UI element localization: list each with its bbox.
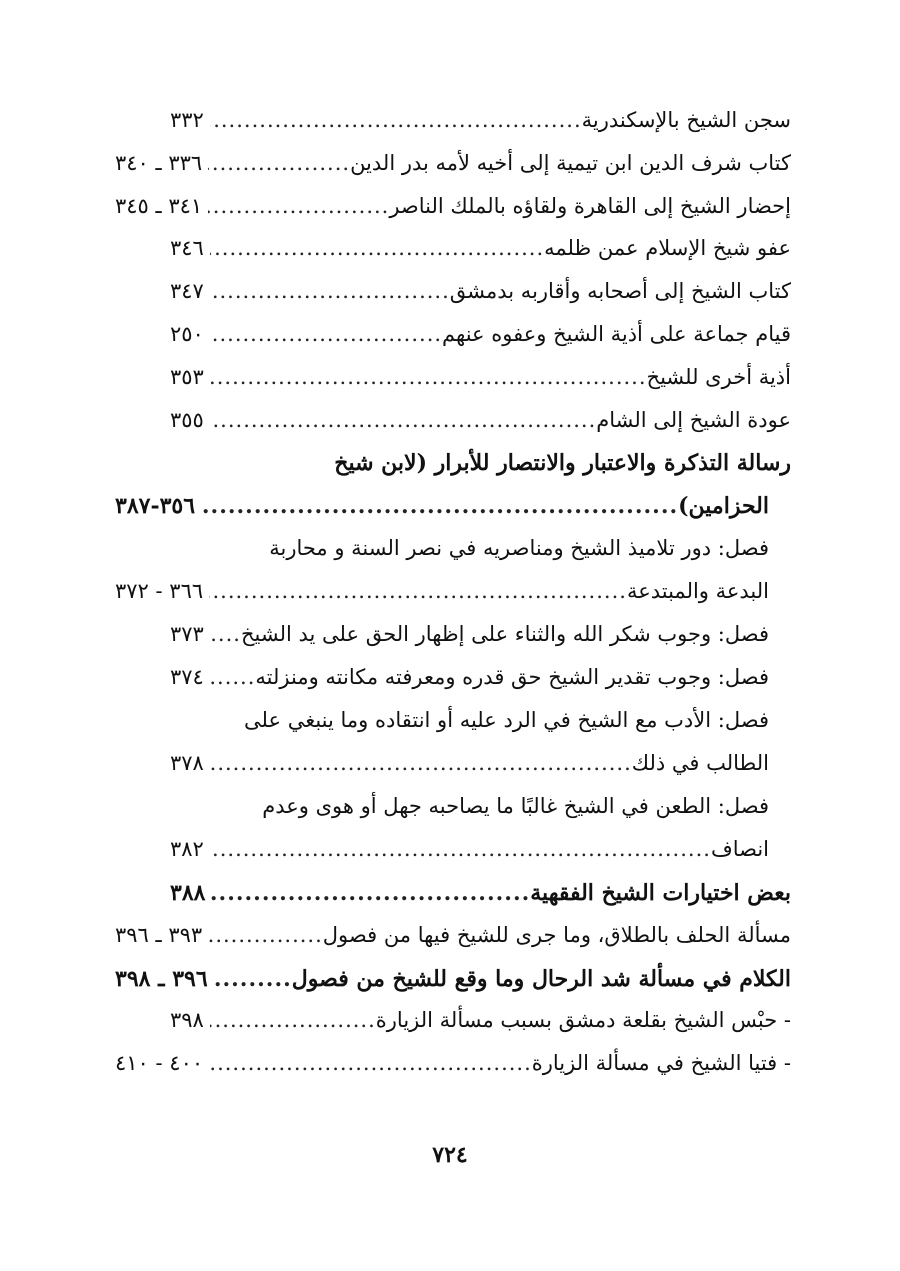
toc-entry	[115, 365, 791, 408]
toc-entry-pages: ٣٥٦-٣٨٧	[115, 493, 196, 520]
toc-entry-pages: ٣٩٣ ـ ٣٩٦	[115, 922, 203, 947]
toc-entry-title: قيام جماعة على أذية الشيخ وعفوه عنهم	[442, 321, 791, 346]
toc-entry	[115, 880, 791, 923]
toc-entry-title-continued: انصاف	[710, 836, 769, 861]
toc-entry	[115, 966, 791, 1009]
toc-entry	[115, 236, 791, 279]
table-of-contents	[115, 108, 791, 1094]
toc-entry-pages: ٣٨٢	[170, 836, 204, 861]
leader-dots	[214, 966, 292, 992]
toc-entry	[115, 665, 791, 708]
leader-dots	[210, 408, 596, 432]
toc-entry-title-continued: البدعة والمبتدعة	[626, 579, 769, 604]
leader-dots	[210, 279, 450, 303]
leader-dots	[211, 880, 530, 906]
toc-entry	[115, 408, 791, 451]
toc-entry	[115, 1008, 791, 1051]
toc-entry-title: فصل: الأدب مع الشيخ في الرد عليه أو انتقاده وما ينبغي على	[244, 707, 769, 732]
toc-entry	[115, 1051, 791, 1094]
toc-entry-pages: ٣٨٨	[170, 879, 206, 906]
toc-entry-title: فصل: الطعن في الشيخ غالبًا ما يصاحبه جهل أو هوى وعدم	[262, 793, 769, 818]
toc-entry	[115, 622, 791, 665]
toc-entry-title: رسالة التذكرة والاعتبار والانتصار للأبرار (لابن شيخ	[334, 450, 791, 477]
leader-dots	[210, 322, 442, 346]
toc-entry-line	[115, 493, 791, 536]
leader-dots	[208, 923, 323, 947]
toc-entry-title: الكلام في مسألة شد الرحال وما وقع للشيخ من فصول	[291, 965, 791, 992]
toc-entry-pages: ٣٧٣	[170, 622, 204, 647]
toc-entry-pages: ٣٤١ ـ ٣٤٥	[115, 193, 203, 218]
toc-entry-title: بعض اختيارات الشيخ الفقهية	[530, 879, 791, 906]
toc-entry-title-continued: الطالب في ذلك	[631, 750, 769, 775]
toc-entry-line	[115, 450, 791, 493]
leader-dots	[210, 751, 632, 775]
toc-entry	[115, 923, 791, 966]
toc-entry-pages: ٣٣٢	[170, 108, 204, 132]
toc-entry-line	[115, 794, 791, 837]
leader-dots	[209, 1051, 532, 1075]
leader-dots	[208, 194, 389, 218]
toc-entry-title: فصل: وجوب تقدير الشيخ حق قدره ومعرفته مكانته ومنزلته	[255, 665, 769, 690]
toc-entry-line	[115, 536, 791, 579]
leader-dots	[209, 579, 627, 603]
toc-entry-title: إحضار الشيخ إلى القاهرة ولقاؤه بالملك الناصر	[389, 193, 791, 218]
toc-entry-title-continued: الحزامين)	[678, 493, 769, 520]
toc-entry-pages: ٣٤٧	[170, 279, 204, 304]
toc-entry-pages: ٣٩٨	[170, 1008, 204, 1033]
toc-entry-pages: ٣٧٨	[170, 750, 204, 775]
toc-entry-pages: ٣٤٦	[170, 236, 204, 261]
toc-entry	[115, 322, 791, 365]
toc-entry-title: عفو شيخ الإسلام عمن ظلمه	[544, 236, 791, 261]
toc-entry	[115, 279, 791, 322]
toc-entry	[115, 194, 791, 237]
toc-entry-title: أذية أخرى للشيخ	[646, 364, 791, 389]
leader-dots	[210, 236, 544, 260]
toc-entry-title: - حبْس الشيخ بقلعة دمشق بسبب مسألة الزيارة	[375, 1008, 791, 1033]
toc-entry-pages: ٤٠٠ - ٤١٠	[115, 1051, 204, 1076]
toc-entry-pages: ٣٣٦ ـ ٣٤٠	[115, 150, 203, 175]
leader-dots	[210, 665, 256, 689]
toc-entry-line	[115, 579, 791, 622]
toc-entry-line	[115, 751, 791, 794]
page-number: ٧٢٤	[432, 1142, 468, 1168]
toc-entry-pages: ٣٥٥	[170, 407, 204, 432]
toc-entry-title: عودة الشيخ إلى الشام	[596, 407, 791, 432]
toc-entry-title: كتاب الشيخ إلى أصحابه وأقاربه بدمشق	[449, 279, 791, 304]
toc-entry-title: كتاب شرف الدين ابن تيمية إلى أخيه لأمه بدر الدين	[350, 150, 791, 175]
toc-entry	[115, 151, 791, 194]
leader-dots	[210, 365, 647, 389]
leader-dots	[201, 493, 678, 519]
toc-entry-pages: ٣٧٤	[170, 665, 204, 690]
leader-dots	[210, 622, 241, 646]
toc-entry-line	[115, 708, 791, 751]
toc-entry-pages: ٣٦٦ - ٣٧٢	[115, 579, 204, 604]
toc-entry-title: فصل: دور تلاميذ الشيخ ومناصريه في نصر السنة و محاربة	[269, 536, 769, 561]
toc-entry-pages: ٣٥٣	[170, 364, 204, 389]
toc-entry-title: مسألة الحلف بالطلاق، وما جرى للشيخ فيها من فصول	[322, 922, 791, 947]
toc-entry-pages: ٣٩٦ ـ ٣٩٨	[115, 965, 208, 992]
toc-entry-line	[115, 837, 791, 880]
leader-dots	[208, 151, 350, 175]
toc-entry	[115, 108, 791, 151]
toc-entry-title: سجن الشيخ بالإسكندرية	[581, 108, 791, 132]
leader-dots	[210, 1008, 376, 1032]
toc-entry-title: فصل: وجوب شكر الله والثناء على إظهار الحق على يد الشيخ	[240, 622, 769, 647]
toc-entry-title: - فتيا الشيخ في مسألة الزيارة	[531, 1051, 791, 1076]
leader-dots	[210, 108, 582, 132]
toc-entry-pages: ٢٥٠	[170, 321, 204, 346]
leader-dots	[210, 837, 711, 861]
